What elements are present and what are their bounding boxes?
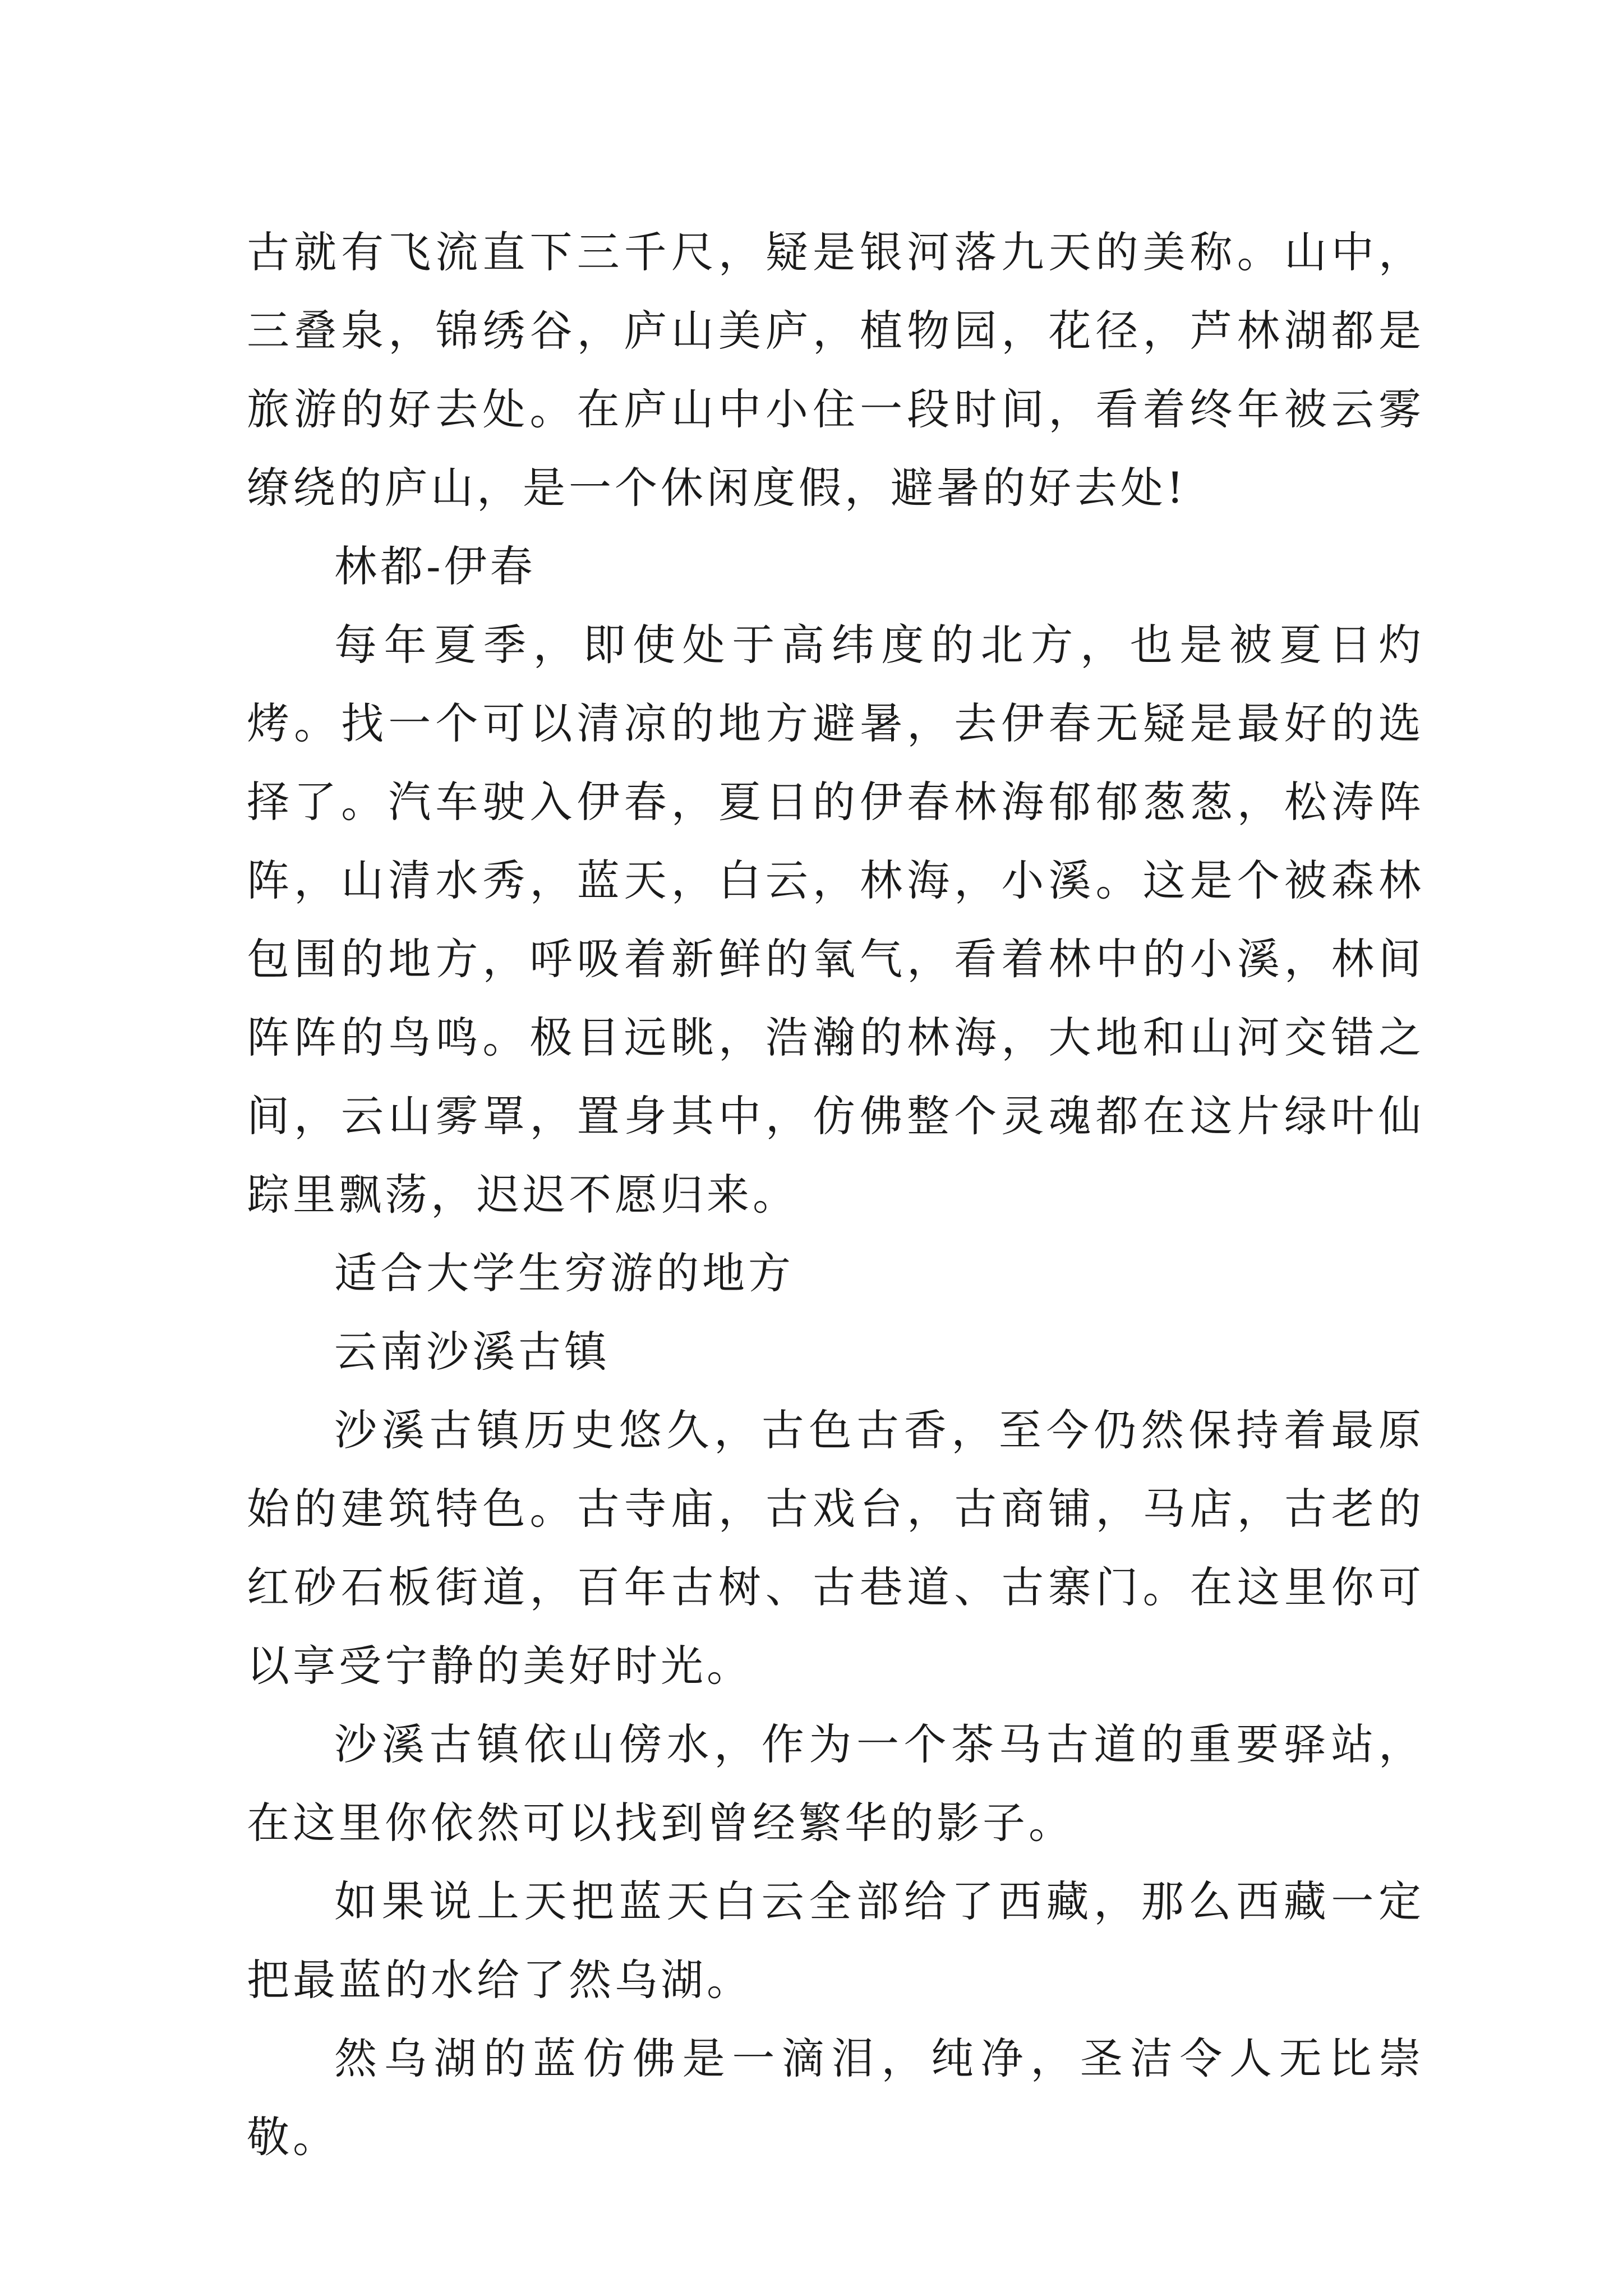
section-heading-shaxi: 云南沙溪古镇: [334, 1327, 610, 1377]
paragraph-shaxi-tea-horse: 沙溪古镇依山傍水，作为一个茶马古道的重要驿站，在这里你依然可以找到曾经繁华的影子。: [247, 1719, 1424, 1848]
document-body: [247, 213, 1424, 2177]
section-heading-yichun: 林都-伊春: [334, 541, 536, 591]
paragraph-lushan-end: 古就有飞流直下三千尺，疑是银河落九天的美称。山中，三叠泉，锦绣谷，庐山美庐，植物园，花径，芦林湖都是旅游的好去处。在庐山中小住一段时间，看着终年被云雾缭绕的庐山，是一个休闲度假，避暑的好去处!: [247, 227, 1424, 513]
paragraph-ranwu-lake-intro: 如果说上天把蓝天白云全部给了西藏，那么西藏一定把最蓝的水给了然乌湖。: [247, 1876, 1424, 2005]
paragraph-shaxi-history: 沙溪古镇历史悠久，古色古香，至今仍然保持着最原始的建筑特色。古寺庙，古戏台，古商铺，马店，古老的红砂石板街道，百年古树、古巷道、古寨门。在这里你可以享受宁静的美好时光。: [247, 1405, 1424, 1691]
paragraph-yichun: 每年夏季，即使处于高纬度的北方，也是被夏日灼烤。找一个可以清凉的地方避暑，去伊春无疑是最好的选择了。汽车驶入伊春，夏日的伊春林海郁郁葱葱，松涛阵阵，山清水秀，蓝天，白云，林海，小溪。这是个被森林包围的地方，呼吸着新鲜的氧气，看着林中的小溪，林间阵阵的鸟鸣。极目远眺，浩瀚的林海，大地和山河交错之间，云山雾罩，置身其中，仿佛整个灵魂都在这片绿叶仙踪里飘荡，迟迟不愿归来。: [247, 620, 1424, 1220]
section-heading-budget-travel: 适合大学生穷游的地方: [334, 1248, 794, 1298]
paragraph-ranwu-lake-blue: 然乌湖的蓝仿佛是一滴泪，纯净，圣洁令人无比崇敬。: [247, 2033, 1424, 2162]
